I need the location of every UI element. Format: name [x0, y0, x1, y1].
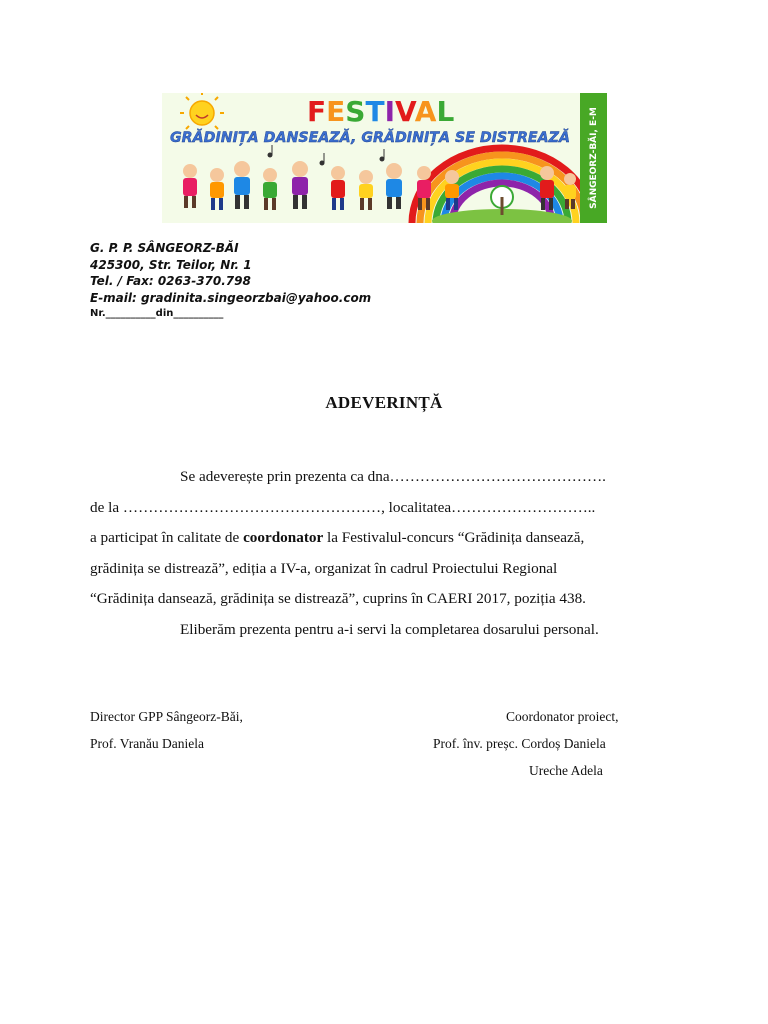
body-line-3: [90, 523, 680, 554]
coordinator-name-2: Ureche Adela: [529, 763, 603, 778]
festival-banner: [162, 93, 580, 223]
director-name: Prof. Vranău Daniela: [90, 736, 205, 751]
banner-title-letter: L: [436, 95, 455, 128]
school-name: G. P. P. SÂNGEORZ-BĂI: [90, 241, 239, 255]
body-line-3-end: la Festivalul-concurs “Grădinița dansează,: [323, 529, 585, 546]
banner-title: [307, 95, 454, 128]
document-title: ADEVERINȚĂ: [325, 393, 443, 412]
banner-title-letter: A: [414, 95, 437, 128]
school-address: 425300, Str. Teilor, Nr. 1: [90, 257, 252, 272]
role-coordonator: coordonator: [243, 529, 324, 546]
banner-title-letter: T: [365, 95, 385, 128]
coordinator-role: Coordonator proiect,: [506, 709, 619, 724]
banner-title-letter: V: [394, 95, 415, 128]
registration-number: Nr.__________din__________: [90, 308, 224, 319]
body-line-6: Eliberăm prezenta pentru a-i servi la completarea dosarului personal.: [180, 620, 599, 638]
banner-illustration: [162, 93, 580, 223]
banner-title-letter: I: [384, 95, 395, 128]
banner-title-letter: F: [307, 95, 327, 128]
banner-title-letter: S: [345, 95, 366, 128]
body-line-2: de la ……………………………………………, localitatea………………………..: [90, 498, 596, 516]
school-header: [90, 240, 371, 323]
body-line-3-start: a participat în calitate de: [90, 529, 244, 546]
sun-icon: [180, 93, 224, 129]
certificate-body: [90, 462, 680, 645]
music-notes-icon: [268, 145, 385, 166]
director-role: Director GPP Sângeorz-Băi,: [90, 709, 243, 724]
banner-side-strip: [580, 93, 607, 223]
body-line-1: Se adeverește prin prezenta ca dna…………………………………….: [180, 468, 606, 485]
body-line-4: grădinița se distrează”, ediția a IV-a, organizat în cadrul Proiectului Regional: [90, 559, 558, 577]
banner-side-text: SÂNGEORZ-BĂI, E-M: [588, 107, 599, 209]
coordinator-name-1: Prof. înv. preșc. Cordoș Daniela: [433, 736, 606, 751]
school-email: E-mail: gradinita.singeorzbai@yahoo.com: [90, 290, 372, 305]
school-phone: Tel. / Fax: 0263-370.798: [90, 274, 251, 288]
body-line-5: “Grădinița dansează, grădinița se distrează”, cuprins în CAERI 2017, poziția 438.: [90, 590, 586, 607]
banner-subtitle: GRĂDINIȚA DANSEAZĂ, GRĂDINIȚA SE DISTREAZĂ: [170, 130, 578, 146]
banner-title-letter: E: [326, 95, 346, 128]
